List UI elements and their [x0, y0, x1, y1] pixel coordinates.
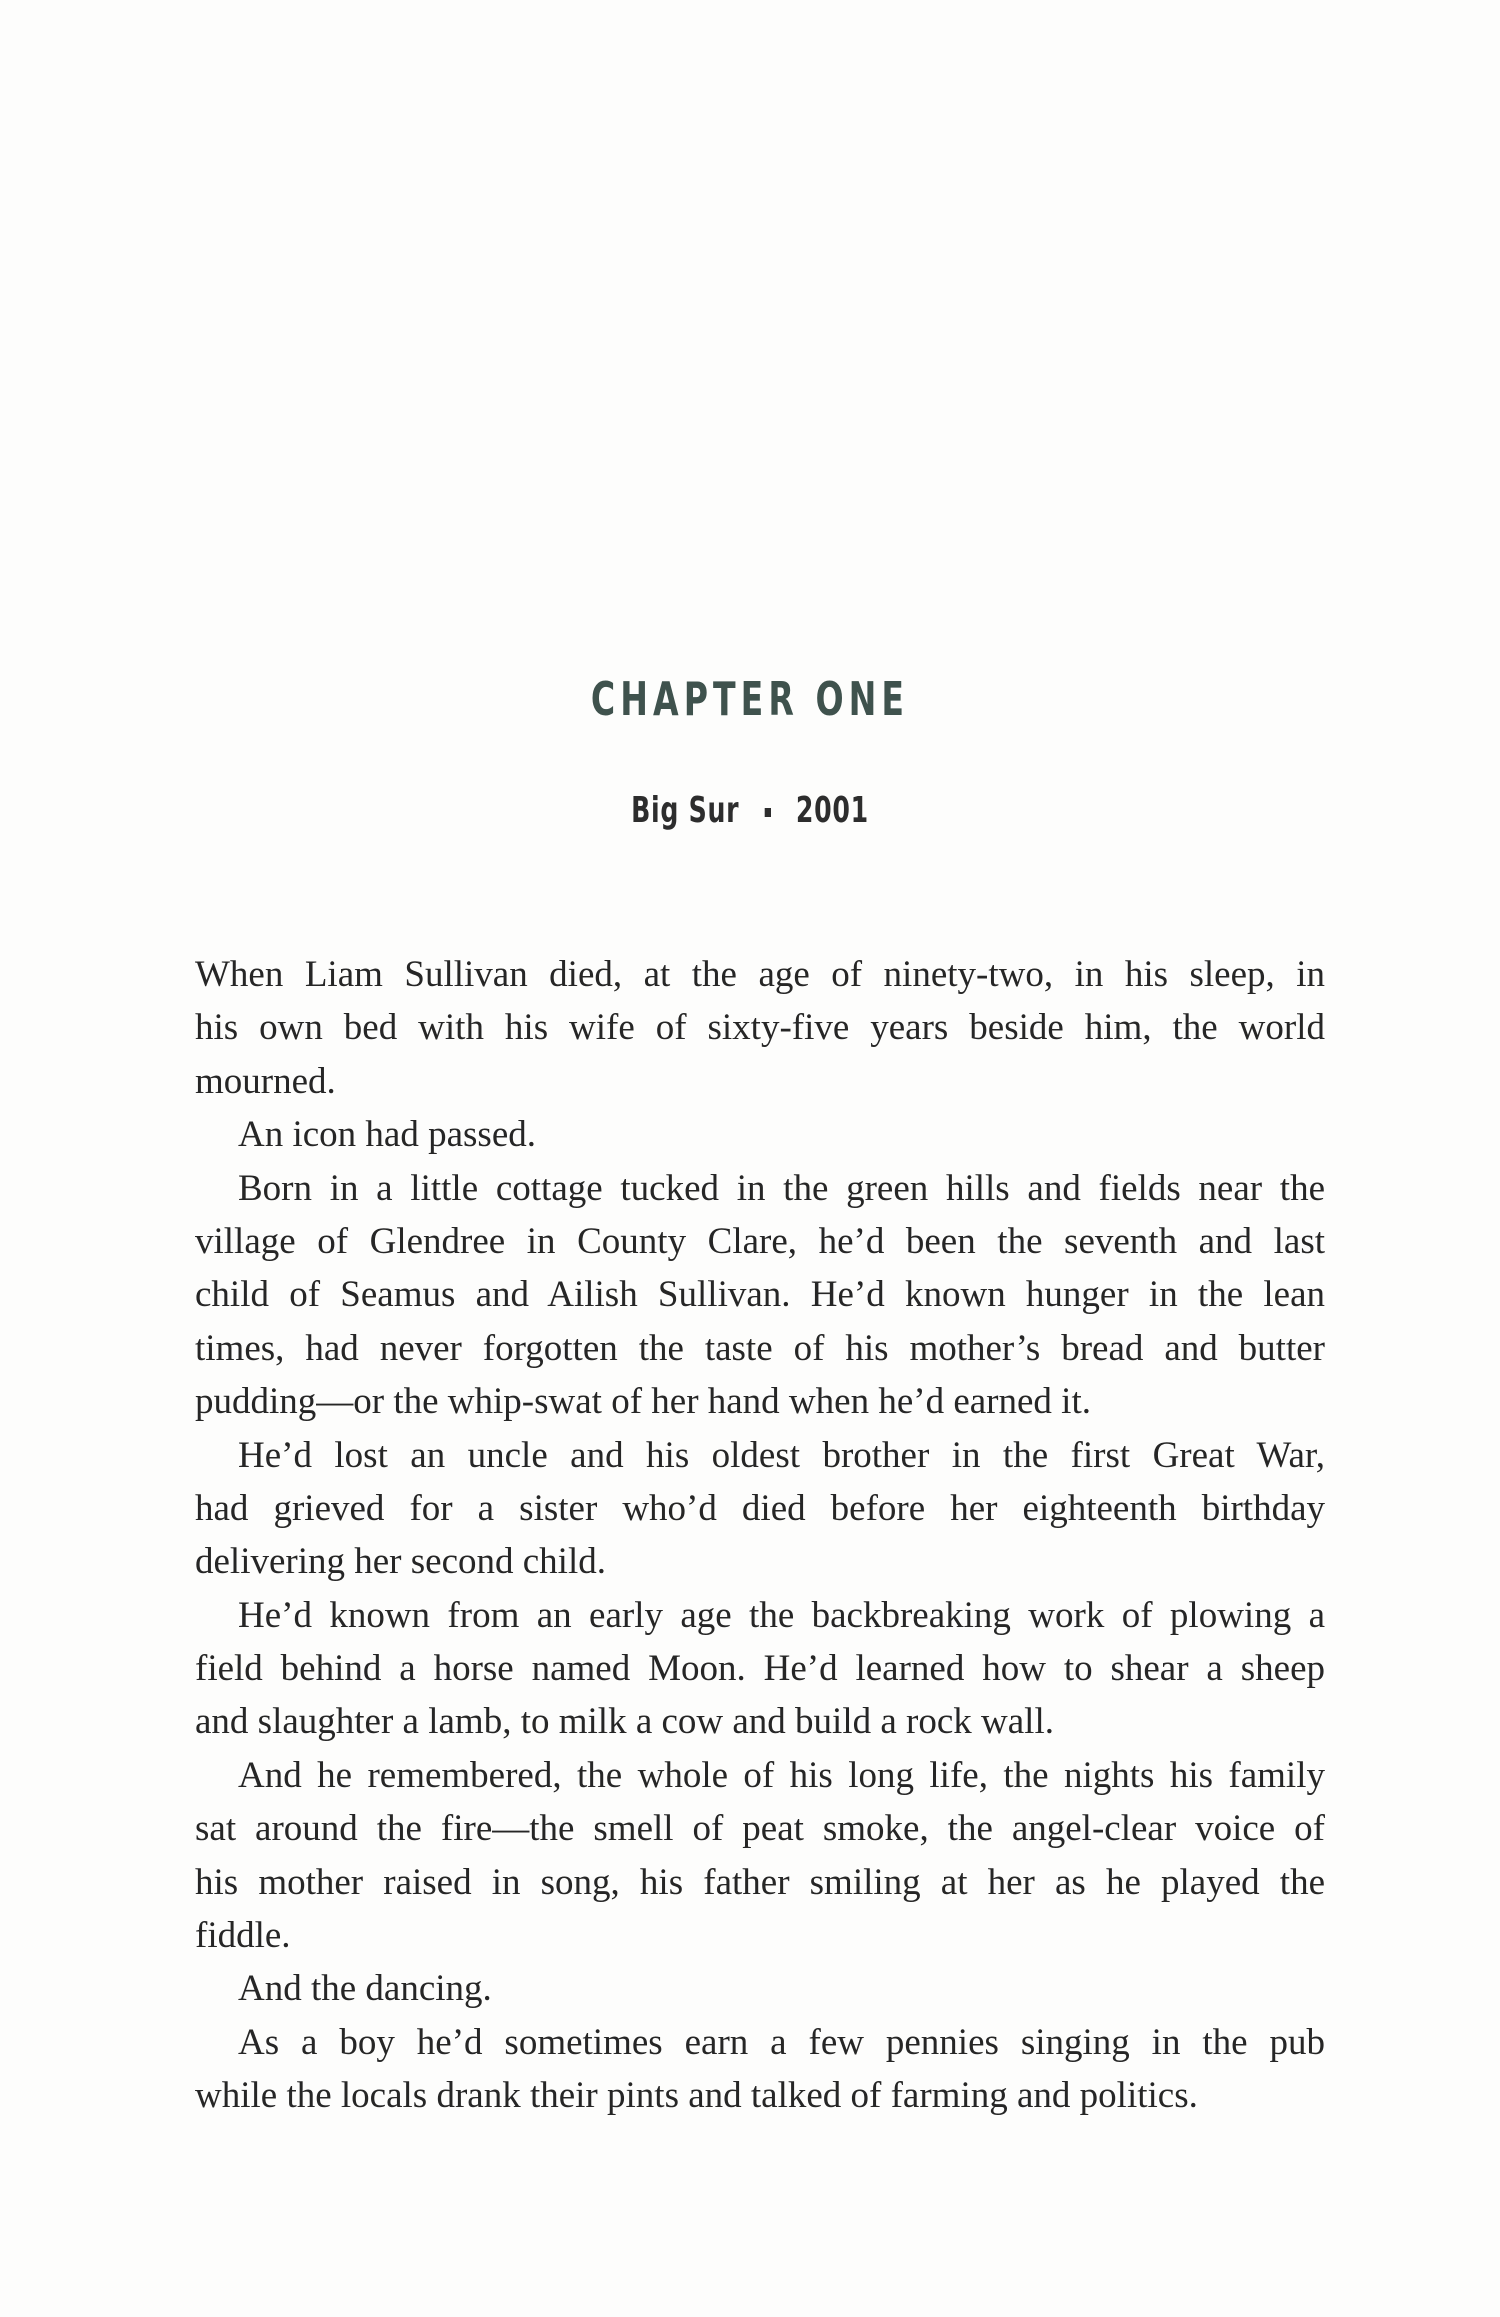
- text-line: An icon had passed.: [238, 1114, 536, 1156]
- text-line: sat around the fire—the smell of peat smoke, the angel-clear voice of: [195, 1808, 1325, 1850]
- text-line: fiddle.: [195, 1915, 291, 1957]
- year: 2001: [795, 790, 869, 831]
- text-line: times, had never forgotten the taste of his mother’s bread and butter: [195, 1327, 1325, 1369]
- text-line: village of Glendree in County Clare, he’d been the seventh and last: [195, 1220, 1325, 1262]
- text-line: He’d known from an early age the backbreaking work of plowing a: [238, 1594, 1325, 1636]
- bullet-separator: [764, 808, 770, 817]
- text-line: Born in a little cottage tucked in the green hills and fields near the: [238, 1167, 1325, 1209]
- text-line: mourned.: [195, 1060, 336, 1102]
- text-line: his own bed with his wife of sixty-five years beside him, the world: [195, 1007, 1325, 1049]
- text-line: pudding—or the whip-swat of her hand when he’d earned it.: [195, 1381, 1091, 1423]
- text-line: field behind a horse named Moon. He’d learned how to shear a sheep: [195, 1648, 1325, 1690]
- text-line: When Liam Sullivan died, at the age of ninety-two, in his sleep, in: [195, 954, 1325, 995]
- text-line: while the locals drank their pints and talked of farming and politics.: [195, 2075, 1198, 2117]
- text-line: And he remembered, the whole of his long life, the nights his family: [238, 1754, 1325, 1796]
- chapter-subtitle: [225, 790, 1275, 831]
- text-line: As a boy he’d sometimes earn a few pennies singing in the pub: [238, 2021, 1325, 2063]
- location: Big Sur: [631, 790, 740, 831]
- text-line: He’d lost an uncle and his oldest brother in the first Great War,: [238, 1434, 1325, 1476]
- text-line: his mother raised in song, his father smiling at her as he played the: [195, 1861, 1325, 1903]
- chapter-title: CHAPTER ONE: [590, 672, 910, 726]
- body-text: [195, 948, 1325, 2123]
- text-line: and slaughter a lamb, to milk a cow and build a rock wall.: [195, 1701, 1054, 1743]
- text-line: And the dancing.: [238, 1968, 492, 2010]
- text-line: delivering her second child.: [195, 1541, 606, 1583]
- text-line: had grieved for a sister who’d died before her eighteenth birthday: [195, 1487, 1325, 1529]
- text-line: child of Seamus and Ailish Sullivan. He’d known hunger in the lean: [195, 1274, 1325, 1316]
